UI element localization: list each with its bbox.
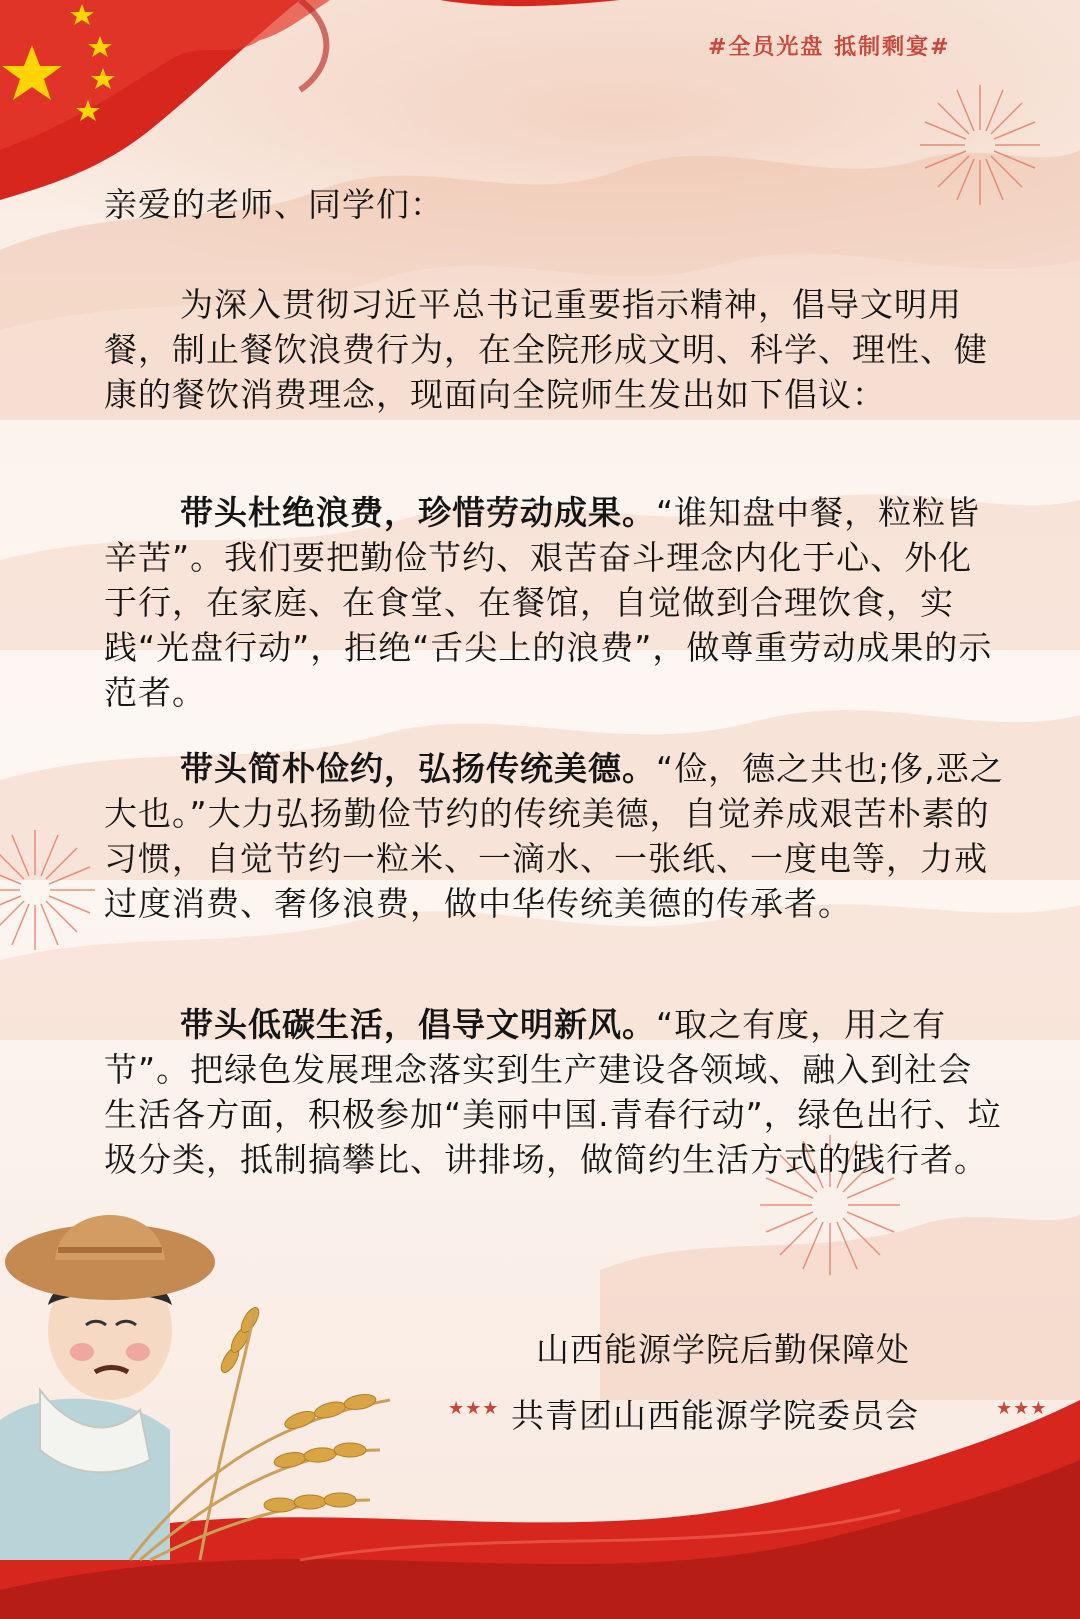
stars-right-icon: ★★★: [996, 1398, 1048, 1419]
signature-logistics-office: 山西能源学院后勤保障处: [536, 1330, 910, 1369]
proposal-paragraph-3: [104, 1002, 1004, 1182]
proposal-paragraph-2: [104, 746, 1004, 926]
intro-paragraph: 为深入贯彻习近平总书记重要指示精神，倡导文明用餐，制止餐饮浪费行为，在全院形成文明、科学、理性、健康的餐饮消费理念，现面向全院师生发出如下倡议：: [104, 285, 988, 414]
greeting: 亲爱的老师、同学们：: [104, 185, 444, 224]
proposal-heading-2: 带头简朴俭约，弘扬传统美德。: [180, 749, 656, 788]
signature-youth-league-committee: 共青团山西能源学院委员会: [511, 1396, 919, 1435]
proposal-heading-3: 带头低碳生活，倡导文明新风。: [180, 1005, 656, 1044]
flag-decoration: [0, 0, 620, 200]
proposal-body-2: “俭，德之共也;侈,恶之大也。”大力弘扬勤俭节约的传统美德，自觉养成艰苦朴素的习惯，自觉节约一粒米、一滴水、一张纸、一度电等，力戒过度消费、奢侈浪费，做中华传统美德的传承者。: [104, 749, 1004, 923]
farmer-illustration: [0, 1215, 215, 1560]
proposal-heading-1: 带头杜绝浪费，珍惜劳动成果。: [180, 493, 656, 532]
proposal-body-1: “谁知盘中餐，粒粒皆辛苦”。我们要把勤俭节约、艰苦奋斗理念内化于心、外化于行，在家庭、在食堂、在餐馆，自觉做到合理饮食，实践“光盘行动”，拒绝“舌尖上的浪费”，做尊重劳动成果的示范者。: [104, 493, 993, 712]
proposal-body-3: “取之有度，用之有节”。把绿色发展理念落实到生产建设各领域、融入到社会生活各方面，积极参加“美丽中国.青春行动”，绿色出行、垃圾分类，抵制搞攀比、讲排场，做简约生活方式的践行者。: [104, 1005, 1002, 1179]
stars-left-icon: ★★★: [448, 1398, 500, 1419]
hashtag-slogan: #全员光盘 抵制剩宴#: [708, 35, 951, 60]
proposal-paragraph-1: [104, 490, 1004, 715]
